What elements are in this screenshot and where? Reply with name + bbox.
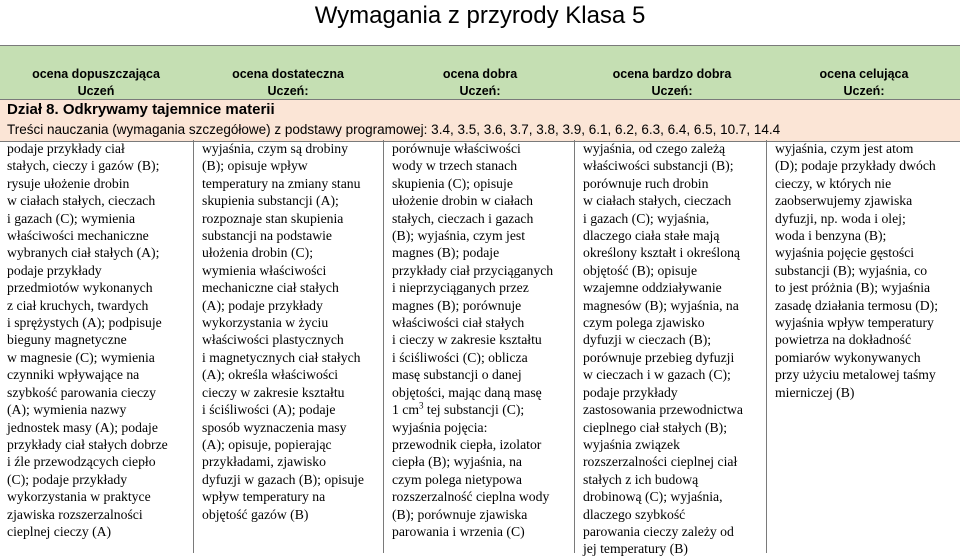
- requirement-line: określony kształt i określoną: [583, 245, 740, 261]
- requirement-line: wyjaśnia wpływ temperatury: [775, 315, 934, 331]
- requirement-line: w ciałach stałych, cieczach: [583, 193, 732, 209]
- grade-label: Uczeń: [77, 84, 115, 98]
- requirement-line: temperatury na zmiany stanu: [202, 175, 361, 191]
- requirement-line: jej temperatury (B): [583, 541, 688, 557]
- requirement-line: (A); wymienia nazwy: [7, 402, 127, 418]
- requirement-line: wykorzystania w życiu: [202, 315, 329, 331]
- requirement-line: objętość gazów (B): [202, 506, 309, 522]
- requirement-line: sposób wyznaczenia masy: [202, 419, 347, 435]
- header-dopuszczajaca: [0, 46, 192, 100]
- requirement-line: przy użyciu metalowej taśmy: [775, 367, 936, 383]
- requirement-line: przykłady ciał przyciąganych: [392, 262, 554, 278]
- requirement-line: magnesów (B); wyjaśnia, na: [583, 297, 739, 313]
- requirement-line: wody w trzech stanach: [392, 158, 518, 174]
- section-row: [0, 99, 960, 142]
- header-dobra: [384, 46, 576, 100]
- grade-label: Uczeń:: [459, 84, 501, 98]
- col-dobra: [383, 140, 574, 553]
- requirement-line: wyjaśnia pojęcie gęstości: [775, 245, 915, 261]
- grade-name: ocena dostateczna: [232, 67, 344, 81]
- requirement-line: (A); podaje przykłady: [202, 297, 323, 313]
- requirement-line: porównuje właściwości: [392, 141, 521, 156]
- section-title: Dział 8. Odkrywamy tajemnice materii: [7, 101, 275, 118]
- requirements-row: [0, 140, 960, 557]
- requirement-line: magnes (B); porównuje: [392, 297, 522, 313]
- requirement-line: szybkość parowania cieczy: [7, 384, 156, 400]
- col-dostateczna: [193, 140, 383, 553]
- requirement-line: parowania i wrzenia (C): [392, 523, 525, 539]
- requirement-line: rysuje ułożenie drobin: [7, 175, 130, 191]
- requirement-line: powietrza na dokładność: [775, 332, 912, 348]
- requirement-line: właściwości mechaniczne: [7, 228, 149, 244]
- requirement-line: drobinową (C); wyjaśnia,: [583, 489, 723, 505]
- requirement-line: cieczy, w których nie: [775, 175, 892, 191]
- requirement-line: wyjaśnia związek: [583, 436, 680, 452]
- requirement-line: zasadę działania termosu (D);: [775, 297, 939, 313]
- requirement-line: z ciał kruchych, twardych: [7, 297, 149, 313]
- requirement-line: i ściśliwości (A); podaje: [202, 402, 336, 418]
- requirement-line: dlaczego szybkość: [583, 506, 686, 522]
- requirement-line: rozpoznaje stan skupienia: [202, 210, 344, 226]
- grade-name: ocena dopuszczająca: [32, 67, 160, 81]
- requirement-line: ułożenia drobin (C);: [202, 245, 313, 261]
- requirement-line: przewodnik ciepła, izolator: [392, 436, 542, 452]
- requirement-line: przykłady ciał stałych dobrze: [7, 436, 168, 452]
- requirement-line: wyjaśnia, czym jest atom: [775, 141, 914, 156]
- requirement-line: w magnesie (C); wymienia: [7, 349, 155, 365]
- requirement-line: (C); podaje przykłady: [7, 471, 128, 487]
- requirement-line: cieczy w zakresie kształtu: [202, 384, 345, 400]
- grade-label: Uczeń:: [651, 84, 693, 98]
- requirement-line: 1 $cm^3$ tej substancji (C);: [392, 400, 525, 418]
- requirement-line: (A); opisuje, popierając: [202, 436, 332, 452]
- requirement-line: porównuje przebieg dyfuzji: [583, 349, 735, 365]
- requirement-line: skupienia substancji (A);: [202, 193, 339, 209]
- header-celujaca: [768, 46, 960, 100]
- requirement-line: bieguny magnetyczne: [7, 332, 127, 348]
- requirement-line: mierniczej (B): [775, 384, 855, 400]
- requirement-line: jednostek masy (A); podaje: [7, 419, 158, 435]
- page-title: Wymagania z przyrody Klasa 5: [314, 2, 646, 29]
- requirement-line: w cieczach i w gazach (C);: [583, 367, 731, 383]
- requirement-line: cieplnej cieczy (A): [7, 523, 112, 539]
- requirement-line: i nieprzyciąganych przez: [392, 280, 529, 296]
- requirement-line: i źle przewodzących ciepło: [7, 454, 156, 470]
- requirement-line: (B); wyjaśnia, czym jest: [392, 228, 526, 244]
- requirement-line: właściwości ciał stałych: [392, 315, 525, 331]
- requirement-line: (A); określa właściwości: [202, 367, 339, 383]
- header-dostateczna: [192, 46, 384, 100]
- requirement-line: ciepła (B); wyjaśnia, na: [392, 454, 522, 470]
- requirement-line: i gazach (C); wyjaśnia,: [583, 210, 710, 226]
- requirement-line: to jest próżnia (B); wyjaśnia: [775, 280, 931, 296]
- requirement-line: podaje przykłady: [7, 262, 102, 278]
- requirement-line: wzajemne oddziaływanie: [583, 280, 722, 296]
- requirement-line: wyjaśnia, od czego zależą: [583, 141, 726, 156]
- col-dopuszczajaca: [0, 140, 185, 553]
- requirement-line: woda i benzyna (B);: [775, 228, 887, 244]
- requirement-line: i cieczy w zakresie kształtu: [392, 332, 542, 348]
- requirement-line: (D); podaje przykłady dwóch: [775, 158, 936, 174]
- grade-name: ocena dobra: [442, 67, 518, 81]
- requirement-line: substancji (B); wyjaśnia, co: [775, 262, 928, 278]
- requirement-line: właściwości plastycznych: [202, 332, 344, 348]
- requirement-line: i magnetycznych ciał stałych: [202, 349, 361, 365]
- requirement-line: i gazach (C); wymienia: [7, 210, 136, 226]
- requirement-line: parowania cieczy zależy od: [583, 523, 734, 539]
- requirement-line: pomiarów wykonywanych: [775, 349, 921, 365]
- grade-name: ocena bardzo dobra: [612, 67, 732, 81]
- cubic-superscript: 3: [419, 400, 424, 411]
- requirement-line: cieplnego ciał stałych (B);: [583, 419, 728, 435]
- requirement-line: objętości, mając daną masę: [392, 384, 542, 400]
- requirement-line: dyfuzji w cieczach (B);: [583, 332, 712, 348]
- requirement-line: czym polega nietypowa: [392, 471, 522, 487]
- requirement-line: wyjaśnia pojęcia:: [392, 419, 488, 435]
- requirement-line: i ściśliwości (C); oblicza: [392, 349, 528, 365]
- requirement-line: substancji na podstawie: [202, 228, 333, 244]
- requirement-line: wykorzystania w praktyce: [7, 489, 151, 505]
- requirement-line: (B); porównuje zjawiska: [392, 506, 528, 522]
- requirement-line: przedmiotów wykonanych: [7, 280, 153, 296]
- requirement-line: masę substancji o danej: [392, 367, 522, 383]
- grade-label: Uczeń:: [267, 84, 309, 98]
- header-bardzo-dobra: [576, 46, 768, 100]
- requirement-line: magnes (B); podaje: [392, 245, 500, 261]
- requirement-line: zaobserwujemy zjawiska: [775, 193, 913, 209]
- requirement-line: rozszerzalności cieplnej ciał: [583, 454, 738, 470]
- requirement-line: zastosowania przewodnictwa: [583, 402, 744, 418]
- col-celujaca: [766, 140, 960, 553]
- requirement-line: dlaczego ciała stałe mają: [583, 228, 720, 244]
- requirement-line: ułożenie drobin w ciałach: [392, 193, 533, 209]
- requirement-line: porównuje ruch drobin: [583, 175, 709, 191]
- requirement-line: mechaniczne ciał stałych: [202, 280, 339, 296]
- requirement-line: rozszerzalność cieplna wody: [392, 489, 550, 505]
- requirement-line: czym polega zjawisko: [583, 315, 705, 331]
- requirement-line: wymienia właściwości: [202, 262, 327, 278]
- curriculum-refs: Treści nauczania (wymagania szczegółowe) z podstawy programowej: 3.4, 3.5, 3.6, 3.7, 3.8, 3.9, 6.1, 6.2, 6.3, 6.4, 6.5, 10.7, 14.4: [7, 122, 781, 137]
- requirement-line: właściwości substancji (B);: [583, 158, 734, 174]
- grade-label: Uczeń:: [843, 84, 885, 98]
- requirement-line: zjawiska rozszerzalności: [7, 506, 143, 522]
- requirement-line: w ciałach stałych, cieczach: [7, 193, 156, 209]
- requirement-line: stałych z ich budową: [583, 471, 699, 487]
- requirement-line: podaje przykłady ciał: [7, 141, 125, 156]
- requirement-line: skupienia (C); opisuje: [392, 175, 513, 191]
- col-bardzo-dobra: [574, 140, 766, 557]
- requirement-line: stałych, cieczach i gazach: [392, 210, 534, 226]
- requirement-line: dyfuzji w gazach (B); opisuje: [202, 471, 364, 487]
- requirement-line: wybranych ciał stałych (A);: [7, 245, 160, 261]
- requirement-line: wpływ temperatury na: [202, 489, 326, 505]
- grade-header-row: [0, 45, 960, 100]
- requirement-line: dyfuzji, np. woda i olej;: [775, 210, 906, 226]
- requirement-line: podaje przykłady: [583, 384, 678, 400]
- requirement-line: objętość (B); opisuje: [583, 262, 698, 278]
- requirement-line: i sprężystych (A); podpisuje: [7, 315, 162, 331]
- requirement-line: wyjaśnia, czym są drobiny: [202, 141, 348, 156]
- requirement-line: czynniki wpływające na: [7, 367, 140, 383]
- grade-name: ocena celująca: [819, 67, 909, 81]
- requirement-line: (B); opisuje wpływ: [202, 158, 308, 174]
- requirement-line: przykładami, zjawisko: [202, 454, 326, 470]
- requirement-line: stałych, cieczy i gazów (B);: [7, 158, 160, 174]
